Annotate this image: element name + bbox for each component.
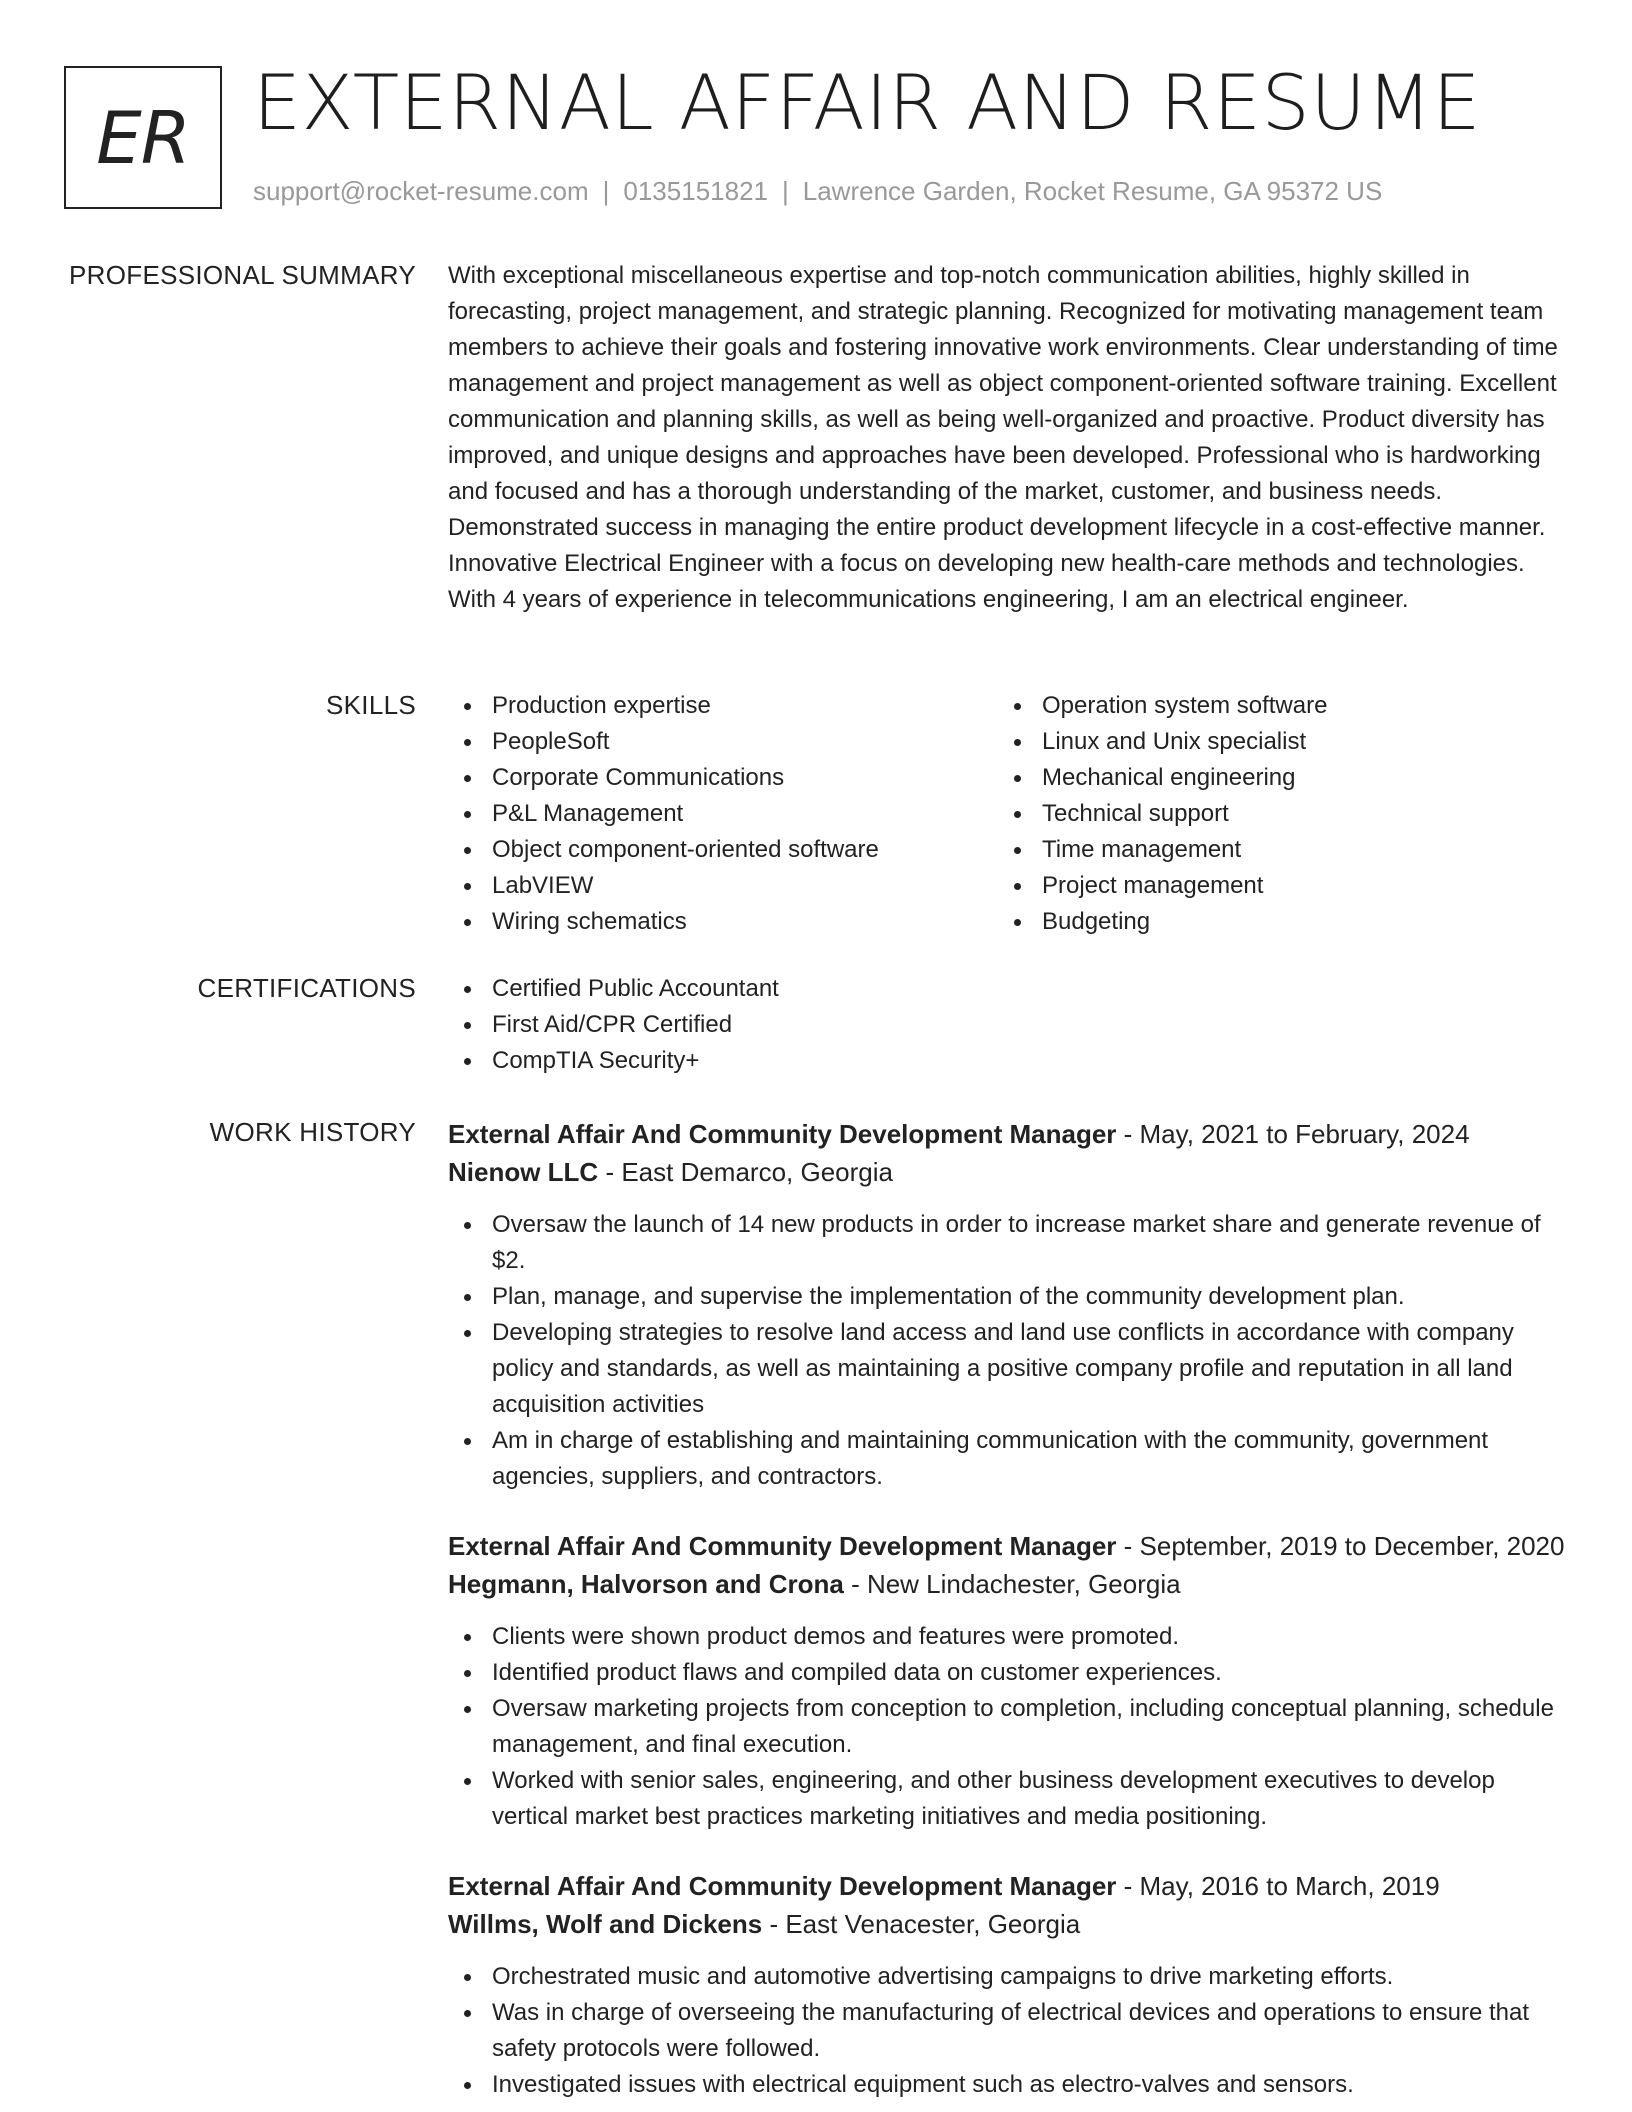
job-role: External Affair And Community Development Manager <box>448 1871 1117 1901</box>
job-company: Willms, Wolf and Dickens <box>448 1909 763 1939</box>
contact-address: Lawrence Garden, Rocket Resume, GA 95372 US <box>802 176 1383 206</box>
job-bullets <box>448 1959 1568 2103</box>
skill-item: Operation system software <box>998 688 1548 724</box>
job-bullets <box>448 1207 1568 1495</box>
job-bullet: Am in charge of establishing and maintaining communication with the community, government agencies, suppliers, and contractors. <box>448 1423 1568 1495</box>
job-role: External Affair And Community Development Manager <box>448 1119 1117 1149</box>
skill-item: P&L Management <box>448 796 998 832</box>
job-title-line <box>448 1115 1568 1153</box>
job-bullet: Oversaw marketing projects from conception to completion, including conceptual planning, schedule management, and final execution. <box>448 1691 1568 1763</box>
contact-line <box>253 175 1382 207</box>
job-bullet: Was in charge of overseeing the manufacturing of electrical devices and operations to ensure that safety protocols were followed. <box>448 1995 1568 2067</box>
job-company-line <box>448 1153 1568 1191</box>
job-dates: - September, 2019 to December, 2020 <box>1116 1531 1565 1561</box>
job-company: Hegmann, Halvorson and Crona <box>448 1569 844 1599</box>
job-entry <box>448 1527 1568 1835</box>
job-entry <box>448 1115 1568 1495</box>
job-bullet: Plan, manage, and supervise the implementation of the community development plan. <box>448 1279 1568 1315</box>
skill-item: Production expertise <box>448 688 998 724</box>
section-title-skills: SKILLS <box>326 690 416 720</box>
certification-item: Certified Public Accountant <box>448 971 1568 1007</box>
certification-item: CompTIA Security+ <box>448 1043 1568 1079</box>
skill-item: Corporate Communications <box>448 760 998 796</box>
skill-item: Wiring schematics <box>448 904 998 940</box>
skill-item: LabVIEW <box>448 868 998 904</box>
contact-email[interactable]: support@rocket-resume.com <box>253 176 589 206</box>
job-bullets <box>448 1619 1568 1835</box>
summary-text: With exceptional miscellaneous expertise and top-notch communication abilities, highly skilled in forecasting, project management, and strategic planning. Recognized for motivating management team members to achieve their goals and fostering innovative work environments. Clear understanding of time management and project management as well as object component-oriented software training. Excellent communication and planning skills, as well as being well-organized and proactive. Product diversity has improved, and unique designs and approaches have been developed. Professional who is hardworking and focused and has a thorough understanding of the market, customer, and business needs. Demonstrated success in managing the entire product development lifecycle in a cost-effective manner. Innovative Electrical Engineer with a focus on developing new health-care methods and technologies. With 4 years of experience in telecommunications engineering, I am an electrical engineer. <box>448 262 1558 613</box>
job-location: - East Demarco, Georgia <box>598 1157 893 1187</box>
monogram-logo: ER <box>64 66 222 209</box>
job-bullet: Oversaw the launch of 14 new products in order to increase market share and generate revenue of $2. <box>448 1207 1568 1279</box>
section-title-work-history: WORK HISTORY <box>209 1117 416 1147</box>
section-title-certifications: CERTIFICATIONS <box>197 973 416 1003</box>
skills-list-right <box>998 688 1548 940</box>
certification-item: First Aid/CPR Certified <box>448 1007 1568 1043</box>
resume-name: EXTERNAL AFFAIR AND RESUME <box>253 58 1481 147</box>
job-role: External Affair And Community Development Manager <box>448 1531 1117 1561</box>
job-company-line <box>448 1565 1568 1603</box>
skill-item: Technical support <box>998 796 1548 832</box>
skills-list-left <box>448 688 998 940</box>
skill-item: Project management <box>998 868 1548 904</box>
job-entry <box>448 1867 1568 2103</box>
job-company-line <box>448 1905 1568 1943</box>
contact-phone[interactable]: 0135151821 <box>623 176 768 206</box>
section-title-summary: PROFESSIONAL SUMMARY <box>69 260 416 290</box>
job-title-line <box>448 1867 1568 1905</box>
skill-item: Object component-oriented software <box>448 832 998 868</box>
job-bullet: Clients were shown product demos and features were promoted. <box>448 1619 1568 1655</box>
job-bullet: Investigated issues with electrical equipment such as electro-valves and sensors. <box>448 2067 1568 2103</box>
certifications-list <box>448 971 1568 1079</box>
job-company: Nienow LLC <box>448 1157 599 1187</box>
job-bullet: Developing strategies to resolve land access and land use conflicts in accordance with company policy and standards, as well as maintaining a positive company profile and reputation in all land acquisition activities <box>448 1315 1568 1423</box>
contact-separator: | <box>602 176 610 206</box>
skill-item: Budgeting <box>998 904 1548 940</box>
skill-item: Linux and Unix specialist <box>998 724 1548 760</box>
contact-separator: | <box>782 176 789 206</box>
skill-item: Time management <box>998 832 1548 868</box>
job-location: - New Lindachester, Georgia <box>843 1569 1181 1599</box>
job-bullet: Worked with senior sales, engineering, and other business development executives to develop vertical market best practices marketing initiatives and media positioning. <box>448 1763 1568 1835</box>
job-dates: - May, 2021 to February, 2024 <box>1116 1119 1470 1149</box>
job-bullet: Identified product flaws and compiled data on customer experiences. <box>448 1655 1568 1691</box>
job-location: - East Venacester, Georgia <box>762 1909 1081 1939</box>
job-bullet: Orchestrated music and automotive advertising campaigns to drive marketing efforts. <box>448 1959 1568 1995</box>
job-dates: - May, 2016 to March, 2019 <box>1116 1871 1440 1901</box>
skill-item: PeopleSoft <box>448 724 998 760</box>
job-title-line <box>448 1527 1568 1565</box>
skill-item: Mechanical engineering <box>998 760 1548 796</box>
